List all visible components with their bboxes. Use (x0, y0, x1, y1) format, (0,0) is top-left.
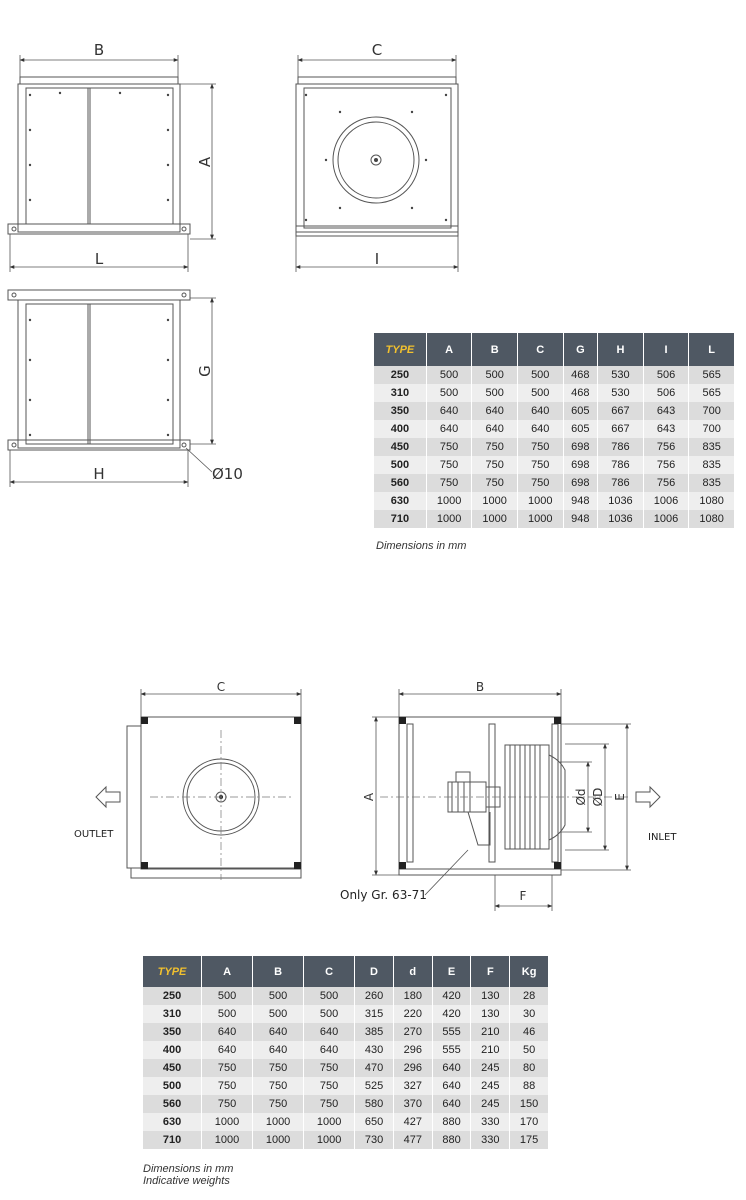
value-cell: 1000 (517, 510, 563, 528)
table2-header: B (253, 956, 304, 987)
value-cell: 500 (202, 987, 253, 1005)
value-cell: 1000 (426, 492, 472, 510)
label-C-bottom: C (216, 680, 226, 694)
table1-header-row (374, 333, 735, 366)
value-cell: 835 (689, 456, 735, 474)
type-cell: 450 (374, 438, 426, 456)
value-cell: 270 (393, 1023, 432, 1041)
table1-header: H (598, 333, 644, 366)
value-cell: 175 (510, 1131, 549, 1149)
label-A-top: A (196, 156, 214, 168)
value-cell: 1000 (253, 1131, 304, 1149)
value-cell: 750 (517, 456, 563, 474)
table1-header: C (517, 333, 563, 366)
value-cell: 640 (304, 1041, 355, 1059)
value-cell: 1006 (643, 492, 689, 510)
table1-header: L (689, 333, 735, 366)
dimensions-table-1 (374, 333, 735, 528)
label-outlet: OUTLET (74, 829, 114, 840)
value-cell: 1080 (689, 492, 735, 510)
value-cell: 296 (393, 1059, 432, 1077)
value-cell: 700 (689, 402, 735, 420)
value-cell: 750 (472, 456, 518, 474)
table-row (374, 384, 735, 402)
screws-top-left (29, 92, 169, 201)
table1-note: Dimensions in mm (376, 540, 467, 552)
value-cell: 130 (471, 987, 510, 1005)
value-cell: 700 (689, 420, 735, 438)
value-cell: 327 (393, 1077, 432, 1095)
value-cell: 750 (202, 1059, 253, 1077)
value-cell: 750 (472, 474, 518, 492)
table2-header: d (393, 956, 432, 987)
value-cell: 750 (426, 438, 472, 456)
type-cell: 630 (374, 492, 426, 510)
value-cell: 650 (355, 1113, 394, 1131)
value-cell: 698 (563, 438, 598, 456)
dimensions-table-2 (143, 956, 549, 1149)
value-cell: 786 (598, 474, 644, 492)
table-row (374, 474, 735, 492)
value-cell: 500 (426, 384, 472, 402)
value-cell: 948 (563, 492, 598, 510)
value-cell: 750 (472, 438, 518, 456)
value-cell: 640 (517, 402, 563, 420)
type-cell: 630 (143, 1113, 202, 1131)
table-row (143, 1077, 549, 1095)
table1-header: TYPE (374, 333, 426, 366)
value-cell: 750 (517, 438, 563, 456)
label-A-bottom: A (362, 792, 376, 802)
value-cell: 580 (355, 1095, 394, 1113)
value-cell: 948 (563, 510, 598, 528)
value-cell: 500 (517, 384, 563, 402)
value-cell: 667 (598, 420, 644, 438)
table2-header-row (143, 956, 549, 987)
value-cell: 245 (471, 1095, 510, 1113)
table-row (143, 1131, 549, 1149)
table-row (374, 420, 735, 438)
table2-header: F (471, 956, 510, 987)
value-cell: 640 (253, 1041, 304, 1059)
value-cell: 750 (304, 1095, 355, 1113)
value-cell: 385 (355, 1023, 394, 1041)
label-H: H (93, 465, 105, 483)
type-cell: 310 (374, 384, 426, 402)
table-row (374, 438, 735, 456)
value-cell: 130 (471, 1005, 510, 1023)
value-cell: 1000 (472, 492, 518, 510)
value-cell: 555 (432, 1023, 471, 1041)
value-cell: 477 (393, 1131, 432, 1149)
value-cell: 180 (393, 987, 432, 1005)
value-cell: 640 (253, 1023, 304, 1041)
value-cell: 750 (253, 1077, 304, 1095)
table-row (374, 510, 735, 528)
outlet-arrow-icon (96, 787, 120, 807)
value-cell: 427 (393, 1113, 432, 1131)
value-cell: 506 (643, 384, 689, 402)
value-cell: 640 (432, 1095, 471, 1113)
label-C-top: C (371, 41, 383, 59)
table-row (143, 1041, 549, 1059)
table2-header: E (432, 956, 471, 987)
value-cell: 1036 (598, 492, 644, 510)
label-only-gr: Only Gr. 63-71 (340, 888, 427, 902)
value-cell: 640 (426, 420, 472, 438)
value-cell: 698 (563, 456, 598, 474)
value-cell: 643 (643, 420, 689, 438)
value-cell: 500 (202, 1005, 253, 1023)
value-cell: 756 (643, 456, 689, 474)
dim-lines-middle-left (10, 298, 216, 487)
value-cell: 506 (643, 366, 689, 384)
value-cell: 330 (471, 1113, 510, 1131)
value-cell: 315 (355, 1005, 394, 1023)
value-cell: 605 (563, 420, 598, 438)
value-cell: 245 (471, 1059, 510, 1077)
value-cell: 750 (304, 1059, 355, 1077)
value-cell: 150 (510, 1095, 549, 1113)
type-cell: 500 (143, 1077, 202, 1095)
table-row (143, 1113, 549, 1131)
front-view-top-left (8, 77, 190, 234)
value-cell: 1000 (472, 510, 518, 528)
value-cell: 370 (393, 1095, 432, 1113)
table-row (374, 492, 735, 510)
inlet-arrow-icon (636, 787, 660, 807)
value-cell: 835 (689, 474, 735, 492)
table2-header: A (202, 956, 253, 987)
value-cell: 530 (598, 384, 644, 402)
label-E: E (613, 793, 627, 801)
value-cell: 835 (689, 438, 735, 456)
value-cell: 525 (355, 1077, 394, 1095)
table2-header: D (355, 956, 394, 987)
label-d: Ød (574, 788, 588, 806)
type-cell: 250 (374, 366, 426, 384)
value-cell: 500 (304, 1005, 355, 1023)
value-cell: 1080 (689, 510, 735, 528)
value-cell: 28 (510, 987, 549, 1005)
value-cell: 640 (432, 1059, 471, 1077)
type-cell: 250 (143, 987, 202, 1005)
value-cell: 750 (253, 1059, 304, 1077)
value-cell: 750 (202, 1077, 253, 1095)
value-cell: 786 (598, 456, 644, 474)
value-cell: 500 (472, 384, 518, 402)
value-cell: 46 (510, 1023, 549, 1041)
type-cell: 710 (374, 510, 426, 528)
section-view (399, 717, 565, 875)
type-cell: 400 (374, 420, 426, 438)
value-cell: 880 (432, 1113, 471, 1131)
value-cell: 1000 (517, 492, 563, 510)
label-B-bottom: B (475, 680, 485, 694)
type-cell: 560 (374, 474, 426, 492)
label-G: G (196, 365, 214, 377)
table-row (143, 1023, 549, 1041)
value-cell: 640 (304, 1023, 355, 1041)
table2-header: TYPE (143, 956, 202, 987)
value-cell: 420 (432, 987, 471, 1005)
value-cell: 260 (355, 987, 394, 1005)
value-cell: 1000 (202, 1113, 253, 1131)
value-cell: 667 (598, 402, 644, 420)
table2-header: C (304, 956, 355, 987)
value-cell: 1000 (426, 510, 472, 528)
value-cell: 643 (643, 402, 689, 420)
centerlines-outlet (150, 730, 292, 880)
value-cell: 756 (643, 474, 689, 492)
value-cell: 1000 (304, 1131, 355, 1149)
table-row (143, 1059, 549, 1077)
value-cell: 170 (510, 1113, 549, 1131)
type-cell: 350 (143, 1023, 202, 1041)
value-cell: 210 (471, 1023, 510, 1041)
value-cell: 500 (426, 366, 472, 384)
label-hole-diameter: Ø10 (212, 465, 243, 483)
value-cell: 500 (253, 987, 304, 1005)
type-cell: 310 (143, 1005, 202, 1023)
table2-note-dimensions: Dimensions in mm (143, 1163, 234, 1175)
value-cell: 555 (432, 1041, 471, 1059)
value-cell: 786 (598, 438, 644, 456)
screws-top-right (305, 94, 447, 221)
type-cell: 400 (143, 1041, 202, 1059)
type-cell: 710 (143, 1131, 202, 1149)
table-row (374, 366, 735, 384)
label-B-top: B (93, 41, 105, 59)
value-cell: 1000 (253, 1113, 304, 1131)
type-cell: 560 (143, 1095, 202, 1113)
value-cell: 468 (563, 366, 598, 384)
value-cell: 1000 (304, 1113, 355, 1131)
value-cell: 80 (510, 1059, 549, 1077)
value-cell: 220 (393, 1005, 432, 1023)
value-cell: 640 (202, 1023, 253, 1041)
value-cell: 605 (563, 402, 598, 420)
value-cell: 500 (472, 366, 518, 384)
table1-header: B (472, 333, 518, 366)
table1-header: A (426, 333, 472, 366)
value-cell: 88 (510, 1077, 549, 1095)
value-cell: 1006 (643, 510, 689, 528)
label-inlet: INLET (648, 832, 677, 843)
label-I: I (374, 250, 380, 268)
label-L: L (94, 250, 104, 268)
value-cell: 698 (563, 474, 598, 492)
value-cell: 750 (253, 1095, 304, 1113)
table1-header: G (563, 333, 598, 366)
value-cell: 430 (355, 1041, 394, 1059)
value-cell: 500 (304, 987, 355, 1005)
value-cell: 640 (426, 402, 472, 420)
value-cell: 750 (517, 474, 563, 492)
corner-blocks-section (399, 717, 561, 869)
value-cell: 1036 (598, 510, 644, 528)
value-cell: 640 (432, 1077, 471, 1095)
outlet-view (127, 717, 301, 878)
value-cell: 245 (471, 1077, 510, 1095)
value-cell: 750 (202, 1095, 253, 1113)
table2-note-weights: Indicative weights (143, 1175, 230, 1187)
table-row (143, 1095, 549, 1113)
value-cell: 420 (432, 1005, 471, 1023)
value-cell: 500 (517, 366, 563, 384)
value-cell: 880 (432, 1131, 471, 1149)
value-cell: 330 (471, 1131, 510, 1149)
value-cell: 750 (426, 456, 472, 474)
value-cell: 530 (598, 366, 644, 384)
value-cell: 1000 (202, 1131, 253, 1149)
value-cell: 468 (563, 384, 598, 402)
table-row (143, 987, 549, 1005)
table2-header: Kg (510, 956, 549, 987)
value-cell: 565 (689, 384, 735, 402)
value-cell: 296 (393, 1041, 432, 1059)
table1-header: I (643, 333, 689, 366)
value-cell: 210 (471, 1041, 510, 1059)
value-cell: 730 (355, 1131, 394, 1149)
type-cell: 350 (374, 402, 426, 420)
value-cell: 470 (355, 1059, 394, 1077)
screws-middle-left (29, 319, 169, 436)
inlet-view-top-right (296, 77, 458, 236)
value-cell: 640 (202, 1041, 253, 1059)
type-cell: 500 (374, 456, 426, 474)
value-cell: 640 (472, 420, 518, 438)
label-F: F (519, 889, 527, 903)
table-row (143, 1005, 549, 1023)
value-cell: 750 (426, 474, 472, 492)
value-cell: 640 (517, 420, 563, 438)
value-cell: 500 (253, 1005, 304, 1023)
table-row (374, 402, 735, 420)
value-cell: 50 (510, 1041, 549, 1059)
value-cell: 565 (689, 366, 735, 384)
value-cell: 30 (510, 1005, 549, 1023)
side-view-middle-left (8, 290, 190, 450)
label-D: ØD (591, 787, 605, 807)
value-cell: 750 (304, 1077, 355, 1095)
table-row (374, 456, 735, 474)
value-cell: 756 (643, 438, 689, 456)
type-cell: 450 (143, 1059, 202, 1077)
value-cell: 640 (472, 402, 518, 420)
